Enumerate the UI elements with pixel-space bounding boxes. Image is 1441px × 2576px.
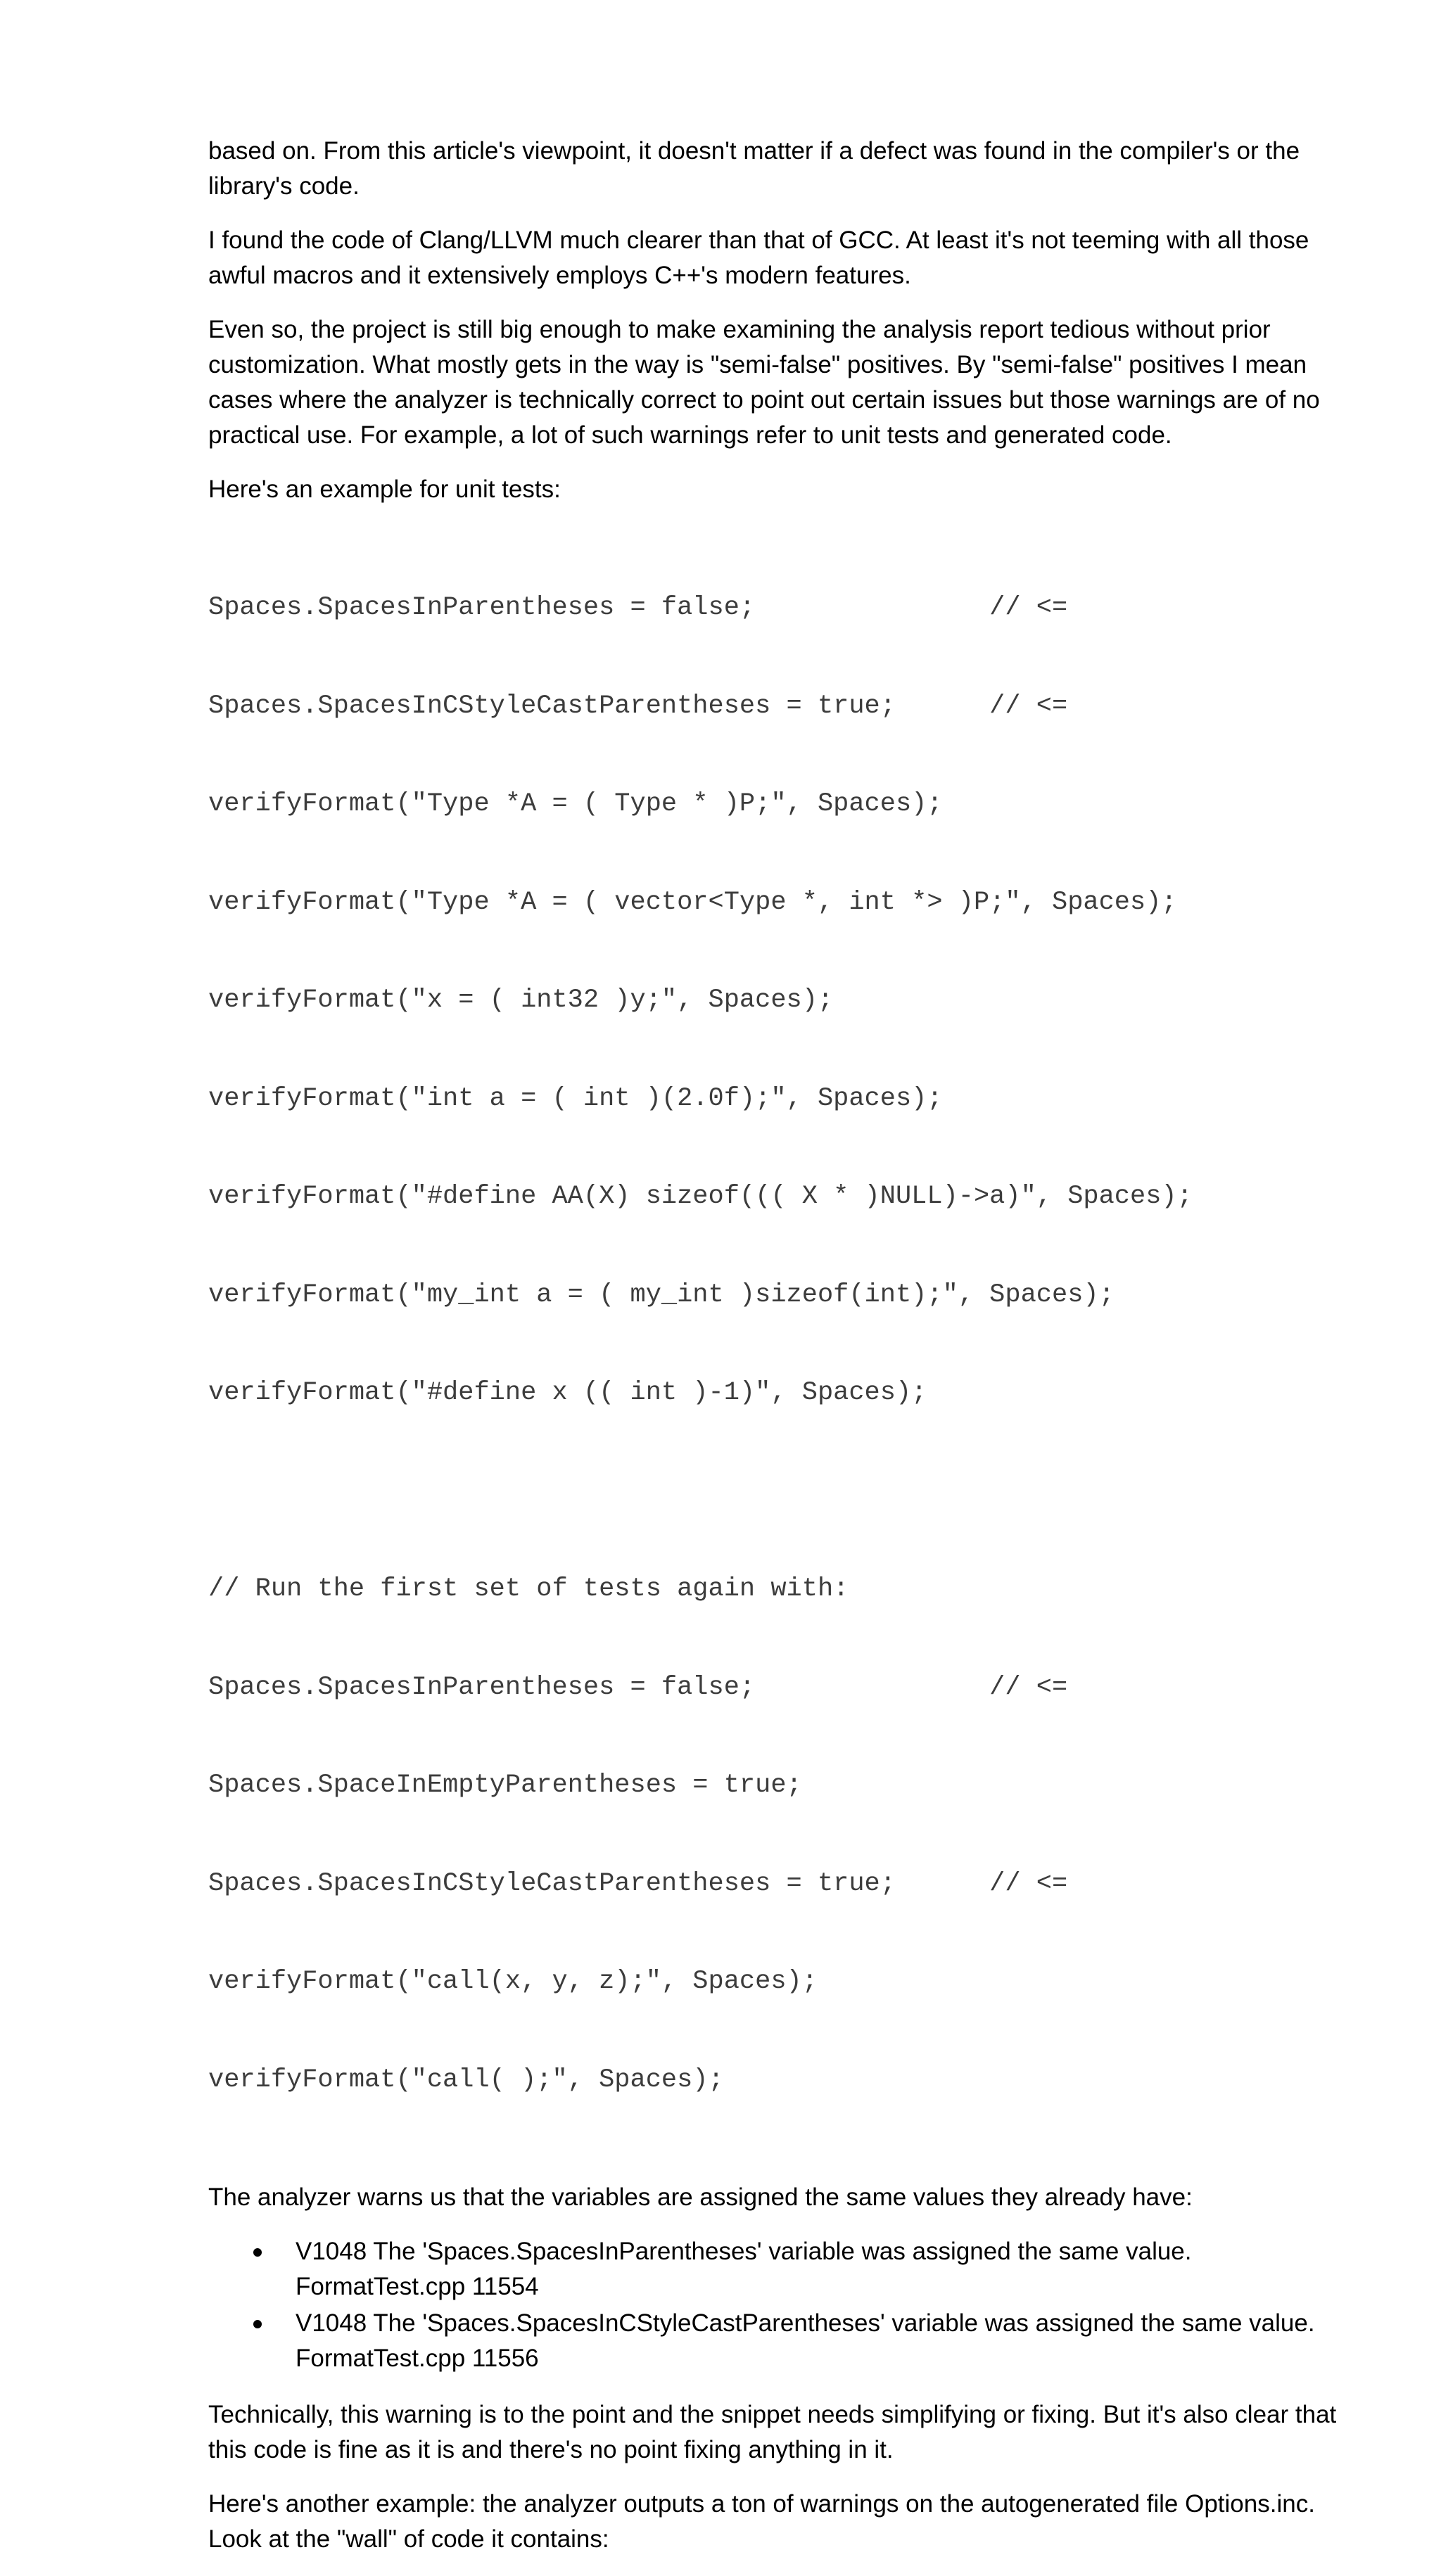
paragraph-warning-intro: The analyzer warns us that the variables are assigned the same values they already have: bbox=[208, 2183, 1193, 2211]
code-line: verifyFormat("x = ( int32 )y;", Spaces); bbox=[208, 986, 834, 1015]
code-line: Spaces.SpaceInEmptyParentheses = true; bbox=[208, 1771, 802, 1800]
code-line: verifyFormat("#define AA(X) sizeof((( X * )NULL)->a)", Spaces); bbox=[208, 1182, 1193, 1211]
code-line: verifyFormat("call( );", Spaces); bbox=[208, 2065, 724, 2095]
paragraph-autogenerated-example: Here's another example: the analyzer outputs a ton of warnings on the autogenerated file Options.inc. Look at the "wall" of code it contains: bbox=[208, 2490, 1315, 2553]
bullet-icon bbox=[253, 2248, 262, 2257]
warning-list bbox=[208, 2234, 1362, 2376]
code-line: Spaces.SpacesInParentheses = false; // <= bbox=[208, 1672, 1068, 1702]
code-line: verifyFormat("int a = ( int )(2.0f);", Spaces); bbox=[208, 1083, 943, 1114]
code-line: verifyFormat("call(x, y, z);", Spaces); bbox=[208, 1967, 818, 1996]
paragraph-semi-false-positives: Even so, the project is still big enough to make examining the analysis report tedious without prior customization. What mostly gets in the way is "semi-false" positives. By "semi-false" positives I mean cases where the analyzer is technically correct to point out certain issues but those warnings are of no practical use. For example, a lot of such warnings refer to unit tests and generated code. bbox=[208, 316, 1320, 449]
code-line: verifyFormat("Type *A = ( vector<Type *, int *> )P;", Spaces); bbox=[208, 887, 1177, 917]
paragraph-technically-to-the-point: Technically, this warning is to the point and the snippet needs simplifying or fixing. But it's also clear that this code is fine as it is and there's no point fixing anything in it. bbox=[208, 2401, 1337, 2463]
bullet-icon bbox=[253, 2320, 262, 2328]
code-line: Spaces.SpacesInCStyleCastParentheses = true; // <= bbox=[208, 691, 1068, 721]
warning-list-item bbox=[208, 2306, 1362, 2376]
code-line: Spaces.SpacesInCStyleCastParentheses = true; // <= bbox=[208, 1868, 1068, 1899]
paragraph-unit-test-example-intro: Here's an example for unit tests: bbox=[208, 476, 561, 503]
code-line: verifyFormat("#define x (( int )-1)", Spaces); bbox=[208, 1378, 927, 1408]
paragraph-clang-clearer: I found the code of Clang/LLVM much clearer than that of GCC. At least it's not teeming with all those awful macros and it extensively employs C++'s modern features. bbox=[208, 227, 1309, 289]
code-line: Spaces.SpacesInParentheses = false; // <= bbox=[208, 593, 1068, 623]
warning-list-item bbox=[208, 2234, 1362, 2304]
paragraph-defect-source: based on. From this article's viewpoint, it doesn't matter if a defect was found in the compiler's or the library's code. bbox=[208, 137, 1300, 200]
code-block-unit-tests bbox=[208, 526, 1362, 2162]
code-line: verifyFormat("Type *A = ( Type * )P;", Spaces); bbox=[208, 789, 943, 819]
warning-text: V1048 The 'Spaces.SpacesInParentheses' variable was assigned the same value. FormatTest.cpp 11554 bbox=[296, 2238, 1192, 2300]
code-line-blank bbox=[208, 1475, 1362, 1508]
document-body bbox=[208, 134, 1362, 2576]
warning-text: V1048 The 'Spaces.SpacesInCStyleCastParentheses' variable was assigned the same value. FormatTest.cpp 11556 bbox=[296, 2309, 1315, 2372]
code-line: verifyFormat("my_int a = ( my_int )sizeof(int);", Spaces); bbox=[208, 1280, 1115, 1310]
code-comment-line: // Run the first set of tests again with: bbox=[208, 1574, 849, 1604]
